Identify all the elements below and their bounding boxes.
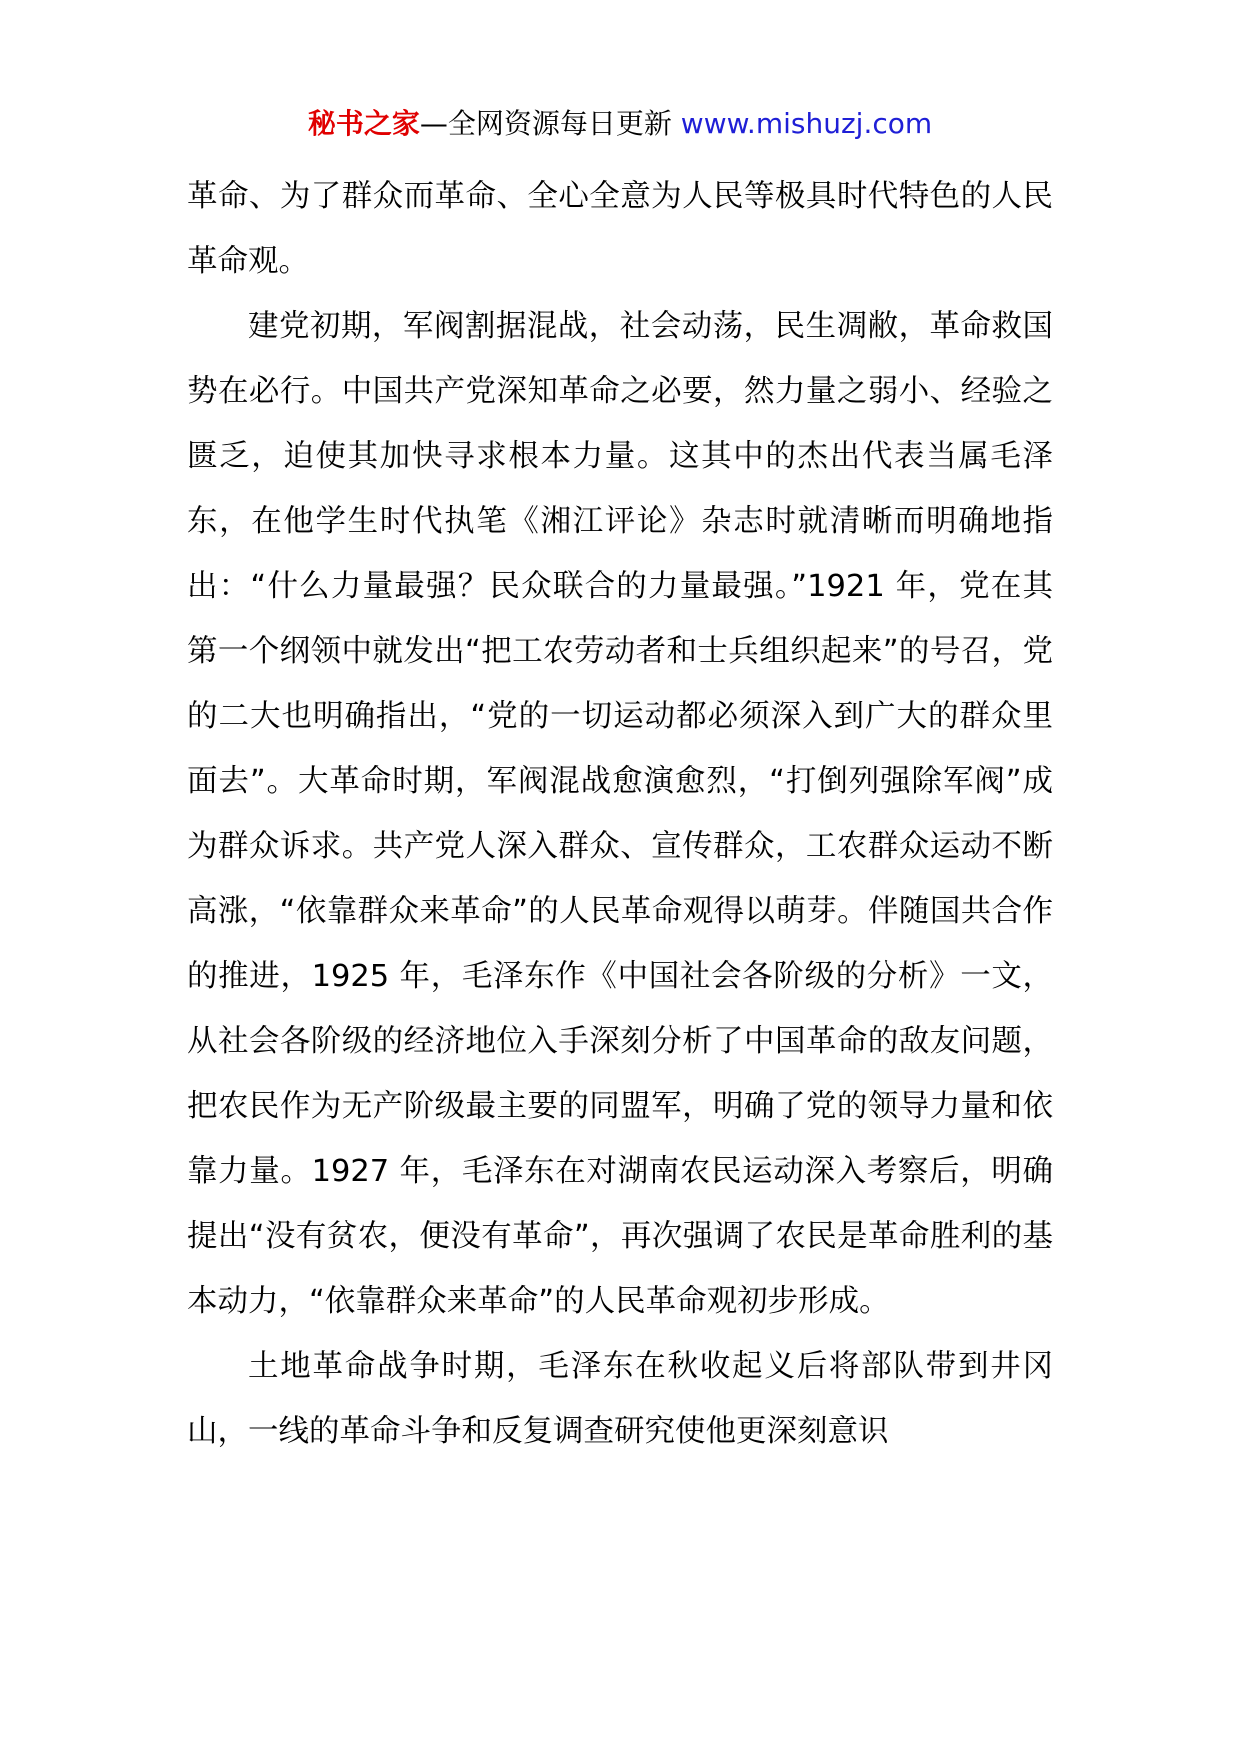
paragraph-land-revolution: 土地革命战争时期，毛泽东在秋收起义后将部队带到井冈山，一线的革命斗争和反复调查研究使他更深刻意识 — [187, 1349, 1053, 1449]
site-header — [0, 104, 1240, 144]
paragraph-continuation: 革命、为了群众而革命、全心全意为人民等极具时代特色的人民革命观。 — [187, 179, 1053, 279]
header-url-link[interactable]: www.mishuzj.com — [680, 107, 933, 140]
paragraph-early-party: 建党初期，军阀割据混战，社会动荡，民生凋敝，革命救国势在必行。中国共产党深知革命之必要，然力量之弱小、经验之匮乏，迫使其加快寻求根本力量。这其中的杰出代表当属毛泽东，在他学生时代执笔《湘江评论》杂志时就清晰而明确地指出：“什么力量最强？民众联合的力量最强。”1921 年，党在其第一个纲领中就发出“把工农劳动者和士兵组织起来”的号召，党的二大也明确指出，“党的一切运动都必须深入到广大的群众里面去”。大革命时期，军阀混战愈演愈烈，“打倒列强除军阀”成为群众诉求。共产党人深入群众、宣传群众，工农群众运动不断高涨，“依靠群众来革命”的人民革命观得以萌芽。伴随国共合作的推进，1925 年，毛泽东作《中国社会各阶级的分析》一文，从社会各阶级的经济地位入手深刻分析了中国革命的敌友问题，把农民作为无产阶级最主要的同盟军，明确了党的领导力量和依靠力量。1927 年，毛泽东在对湖南农民运动深入考察后，明确提出“没有贫农，便没有革命”，再次强调了农民是革命胜利的基本动力，“依靠群众来革命”的人民革命观初步形成。 — [187, 309, 1053, 1319]
header-brand: 秘书之家 — [307, 107, 420, 140]
header-tagline: —全网资源每日更新 — [419, 107, 672, 140]
document-body — [187, 164, 1053, 1464]
